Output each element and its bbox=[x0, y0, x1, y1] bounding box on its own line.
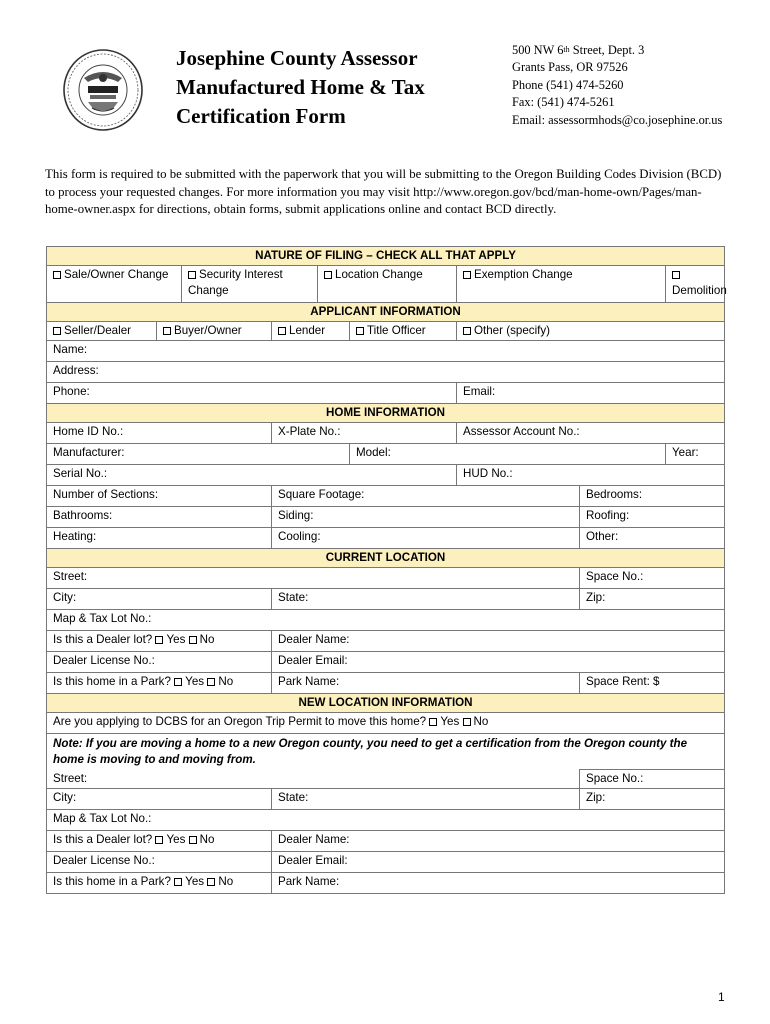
current-park-yes[interactable]: Yes bbox=[174, 675, 204, 688]
new-dealer-lot-no[interactable]: No bbox=[189, 833, 215, 846]
new-state-field[interactable]: State: bbox=[272, 789, 580, 810]
new-park-question: Is this home in a Park? Yes No bbox=[47, 873, 272, 894]
sections-field[interactable]: Number of Sections: bbox=[47, 486, 272, 507]
checkbox-icon bbox=[429, 718, 437, 726]
assessor-address bbox=[512, 42, 722, 129]
address-street: 500 NW 6th Street, Dept. 3 bbox=[512, 43, 645, 57]
other-field[interactable]: Other: bbox=[580, 528, 725, 549]
form-title bbox=[176, 44, 425, 131]
checkbox-icon bbox=[174, 878, 182, 886]
checkbox-lender[interactable]: Lender bbox=[272, 322, 350, 341]
new-park-name-field[interactable]: Park Name: bbox=[272, 873, 725, 894]
sqft-field[interactable]: Square Footage: bbox=[272, 486, 580, 507]
checkbox-exemption-change[interactable]: Exemption Change bbox=[457, 266, 666, 303]
home-header: HOME INFORMATION bbox=[47, 404, 725, 423]
current-zip-field[interactable]: Zip: bbox=[580, 589, 725, 610]
checkbox-icon bbox=[463, 718, 471, 726]
new-dealer-license-field[interactable]: Dealer License No.: bbox=[47, 852, 272, 873]
applicant-address-field[interactable]: Address: bbox=[47, 362, 725, 383]
applicant-phone-field[interactable]: Phone: bbox=[47, 383, 457, 404]
trip-permit-no[interactable]: No bbox=[463, 715, 489, 728]
new-city-field[interactable]: City: bbox=[47, 789, 272, 810]
checkbox-demolition[interactable]: Demolition bbox=[666, 266, 725, 303]
checkbox-icon bbox=[155, 636, 163, 644]
certification-form-table bbox=[46, 246, 725, 894]
new-maplot-field[interactable]: Map & Tax Lot No.: bbox=[47, 810, 725, 831]
current-dealer-name-field[interactable]: Dealer Name: bbox=[272, 631, 725, 652]
new-dealer-lot-question: Is this a Dealer lot? Yes No bbox=[47, 831, 272, 852]
current-dealer-lot-question: Is this a Dealer lot? Yes No bbox=[47, 631, 272, 652]
checkbox-other-specify[interactable]: Other (specify) bbox=[457, 322, 725, 341]
checkbox-icon bbox=[463, 271, 471, 279]
home-id-field[interactable]: Home ID No.: bbox=[47, 423, 272, 444]
new-park-no[interactable]: No bbox=[207, 875, 233, 888]
assessor-account-field[interactable]: Assessor Account No.: bbox=[457, 423, 725, 444]
current-dealer-license-field[interactable]: Dealer License No.: bbox=[47, 652, 272, 673]
applicant-name-field[interactable]: Name: bbox=[47, 341, 725, 362]
checkbox-icon bbox=[163, 327, 171, 335]
checkbox-icon bbox=[207, 878, 215, 886]
checkbox-icon bbox=[278, 327, 286, 335]
current-dealer-email-field[interactable]: Dealer Email: bbox=[272, 652, 725, 673]
current-street-field[interactable]: Street: bbox=[47, 568, 580, 589]
current-state-field[interactable]: State: bbox=[272, 589, 580, 610]
bathrooms-field[interactable]: Bathrooms: bbox=[47, 507, 272, 528]
checkbox-icon bbox=[53, 271, 61, 279]
trip-permit-yes[interactable]: Yes bbox=[429, 715, 459, 728]
checkbox-sale-owner-change[interactable]: Sale/Owner Change bbox=[47, 266, 182, 303]
title-line-2: Manufactured Home & Tax bbox=[176, 75, 425, 99]
current-city-field[interactable]: City: bbox=[47, 589, 272, 610]
new-dealer-email-field[interactable]: Dealer Email: bbox=[272, 852, 725, 873]
new-space-field[interactable]: Space No.: bbox=[580, 770, 725, 789]
current-park-name-field[interactable]: Park Name: bbox=[272, 673, 580, 694]
xplate-field[interactable]: X-Plate No.: bbox=[272, 423, 457, 444]
checkbox-icon bbox=[356, 327, 364, 335]
current-park-no[interactable]: No bbox=[207, 675, 233, 688]
heating-field[interactable]: Heating: bbox=[47, 528, 272, 549]
serial-field[interactable]: Serial No.: bbox=[47, 465, 457, 486]
checkbox-icon bbox=[189, 636, 197, 644]
bedrooms-field[interactable]: Bedrooms: bbox=[580, 486, 725, 507]
county-seal-logo bbox=[62, 48, 144, 132]
hud-field[interactable]: HUD No.: bbox=[457, 465, 725, 486]
checkbox-location-change[interactable]: Location Change bbox=[318, 266, 457, 303]
current-space-rent-field[interactable]: Space Rent: $ bbox=[580, 673, 725, 694]
checkbox-icon bbox=[53, 327, 61, 335]
checkbox-seller-dealer[interactable]: Seller/Dealer bbox=[47, 322, 157, 341]
checkbox-icon bbox=[463, 327, 471, 335]
current-dealer-lot-yes[interactable]: Yes bbox=[155, 633, 185, 646]
address-fax: Fax: (541) 474-5261 bbox=[512, 95, 615, 110]
checkbox-icon bbox=[324, 271, 332, 279]
checkbox-title-officer[interactable]: Title Officer bbox=[350, 322, 457, 341]
roofing-field[interactable]: Roofing: bbox=[580, 507, 725, 528]
checkbox-icon bbox=[189, 836, 197, 844]
new-dealer-lot-yes[interactable]: Yes bbox=[155, 833, 185, 846]
checkbox-security-interest-change[interactable]: Security Interest Change bbox=[182, 266, 318, 303]
manufacturer-field[interactable]: Manufacturer: bbox=[47, 444, 350, 465]
intro-paragraph: This form is required to be submitted with the paperwork that you will be submitting to the Oregon Building Codes Division (BCD) to process your requested changes. For more information you may visit http://www.oregon.gov/bcd/man-home-own/Pages/man-home-owner.aspx for directions, obtain forms, submit applications online and contact BCD directly. bbox=[45, 167, 722, 216]
new-park-yes[interactable]: Yes bbox=[174, 875, 204, 888]
model-field[interactable]: Model: bbox=[350, 444, 666, 465]
current-dealer-lot-no[interactable]: No bbox=[189, 633, 215, 646]
checkbox-icon bbox=[174, 678, 182, 686]
title-line-3: Certification Form bbox=[176, 104, 346, 128]
address-city: Grants Pass, OR 97526 bbox=[512, 60, 628, 75]
county-note: Note: If you are moving a home to a new Oregon county, you need to get a certification from the Oregon county the home is moving to and moving from. bbox=[47, 734, 725, 770]
cooling-field[interactable]: Cooling: bbox=[272, 528, 580, 549]
new-street-field[interactable]: Street: bbox=[47, 770, 580, 789]
address-phone: Phone (541) 474-5260 bbox=[512, 77, 624, 92]
address-email: Email: assessormhods@co.josephine.or.us bbox=[512, 112, 723, 127]
current-space-field[interactable]: Space No.: bbox=[580, 568, 725, 589]
checkbox-icon bbox=[207, 678, 215, 686]
trip-permit-question: Are you applying to DCBS for an Oregon Trip Permit to move this home? Yes No bbox=[47, 713, 725, 734]
filing-header: NATURE OF FILING – CHECK ALL THAT APPLY bbox=[47, 247, 725, 266]
checkbox-icon bbox=[155, 836, 163, 844]
page-number: 1 bbox=[718, 990, 725, 1004]
new-zip-field[interactable]: Zip: bbox=[580, 789, 725, 810]
title-line-1: Josephine County Assessor bbox=[176, 46, 418, 70]
current-maplot-field[interactable]: Map & Tax Lot No.: bbox=[47, 610, 725, 631]
new-location-header: NEW LOCATION INFORMATION bbox=[47, 694, 725, 713]
current-park-question: Is this home in a Park? Yes No bbox=[47, 673, 272, 694]
siding-field[interactable]: Siding: bbox=[272, 507, 580, 528]
applicant-email-field[interactable]: Email: bbox=[457, 383, 725, 404]
checkbox-icon bbox=[188, 271, 196, 279]
year-field[interactable]: Year: bbox=[666, 444, 725, 465]
new-dealer-name-field[interactable]: Dealer Name: bbox=[272, 831, 725, 852]
applicant-header: APPLICANT INFORMATION bbox=[47, 303, 725, 322]
checkbox-icon bbox=[672, 271, 680, 279]
checkbox-buyer-owner[interactable]: Buyer/Owner bbox=[157, 322, 272, 341]
current-location-header: CURRENT LOCATION bbox=[47, 549, 725, 568]
